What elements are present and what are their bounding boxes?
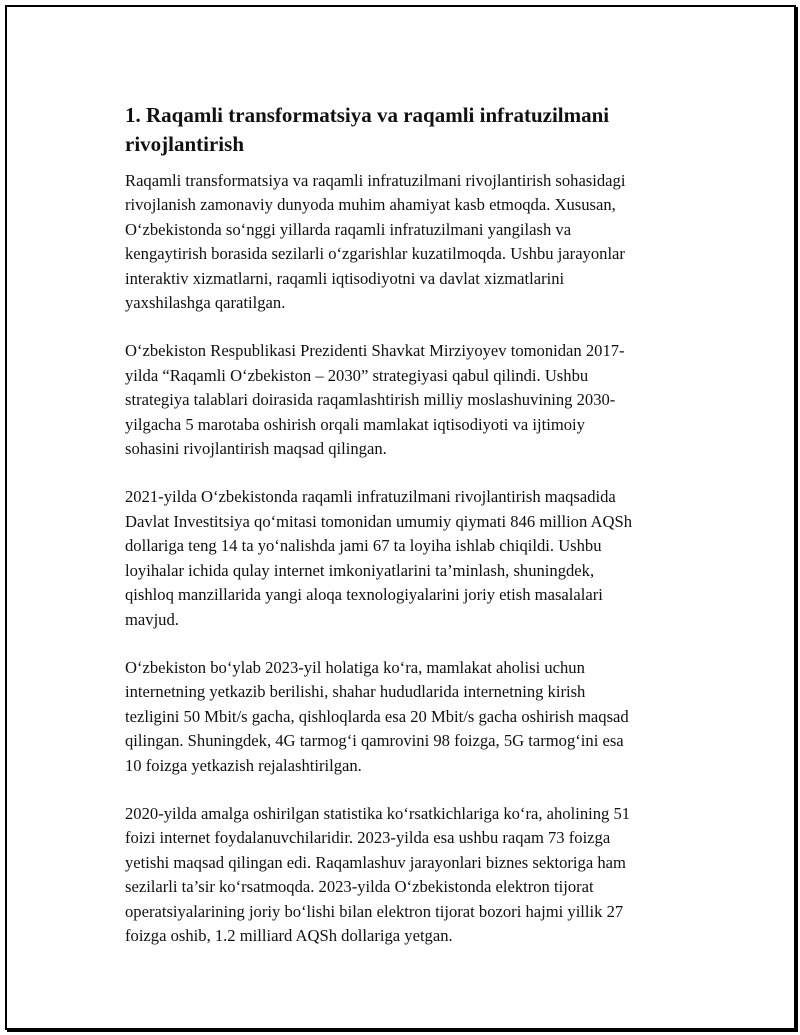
text-line: interaktiv xizmatlarni, raqamli iqtisodiyotni va davlat xizmatlarini [125,268,565,288]
text-line: Raqamli transformatsiya va raqamli infratuzilmani rivojlantirish sohasidagi [125,171,626,190]
text-line: foizga oshib, 1.2 milliard AQSh dollariga yetgan. [125,925,453,945]
text-line: sohasini rivojlantirish maqsad qilingan. [125,439,387,459]
text-line: 10 foizga yetkazish rejalashtirilgan. [125,755,362,775]
text-line: mavjud. [125,609,179,629]
text-line: qilingan. Shuningdek, 4G tarmog‘i qamrovini 98 foizga, 5G tarmog‘ini esa [125,731,624,751]
document-body [125,101,700,972]
section-heading [125,101,700,159]
text-line: yaxshilashga qaratilgan. [125,293,286,313]
text-line: rivojlanish zamonaviy dunyoda muhim ahamiyat kasb etmoqda. Xususan, [125,195,616,215]
text-line: yetishi maqsad qilingan edi. Raqamlashuv jarayonlari biznes sektoriga ham [125,852,626,872]
paragraph-3 [125,485,700,631]
text-line: qishloq manzillarida yangi aloqa texnologiyalarini joriy etish masalalari [125,585,603,605]
paragraph-4 [125,656,700,778]
text-line: sezilarli ta’sir ko‘rsatmoqda. 2023-yilda O‘zbekistonda elektron tijorat [125,877,594,897]
text-line: Davlat Investitsiya qo‘mitasi tomonidan umumiy qiymati 846 million AQSh [125,511,633,531]
text-line: foizi internet foydalanuvchilaridir. 2023-yilda esa ushbu raqam 73 foizga [125,828,611,848]
text-line: yilgacha 5 marotaba oshirish orqali mamlakat iqtisodiyoti va ijtimoiy [125,414,585,434]
text-line: tezligini 50 Mbit/s gacha, qishloqlarda esa 20 Mbit/s gacha oshirish maqsad [125,706,629,726]
paragraph-5 [125,802,700,948]
text-line: kengaytirish borasida sezilarli o‘zgarishlar kuzatilmoqda. Ushbu jarayonlar [125,244,625,264]
paragraph-2 [125,339,700,461]
text-line: 2020-yilda amalga oshirilgan statistika ko‘rsatkichlariga ko‘ra, aholining 51 [125,803,631,823]
heading-line: 1. Raqamli transformatsiya va raqamli infratuzilmani [125,103,610,127]
text-line: O‘zbekistonda so‘nggi yillarda raqamli infratuzilmani yangilash va [125,219,572,239]
text-line: dollariga teng 14 ta yo‘nalishda jami 67 ta loyiha ishlab chiqildi. Ushbu [125,536,602,556]
text-line: O‘zbekiston Respublikasi Prezidenti Shavkat Mirziyoyev tomonidan 2017- [125,341,625,361]
document-page [5,5,796,1030]
text-line: O‘zbekiston bo‘ylab 2023-yil holatiga ko‘ra, mamlakat aholisi uchun [125,657,585,677]
text-line: loyihalar ichida qulay internet imkoniyatlarini ta’minlash, shuningdek, [125,560,595,580]
text-line: operatsiyalarining joriy bo‘lishi bilan elektron tijorat bozori hajmi yillik 27 [125,901,624,921]
text-line: 2021-yilda O‘zbekistonda raqamli infratuzilmani rivojlantirish maqsadida [125,487,616,507]
text-line: yilda “Raqamli O‘zbekiston – 2030” strategiyasi qabul qilindi. Ushbu [125,365,589,385]
paragraph-1 [125,169,700,315]
text-line: strategiya talablari doirasida raqamlashtirish milliy moslashuvining 2030- [125,390,616,410]
heading-line: rivojlantirish [125,132,244,156]
text-line: internetning yetkazib berilishi, shahar hududlarida internetning kirish [125,682,586,702]
